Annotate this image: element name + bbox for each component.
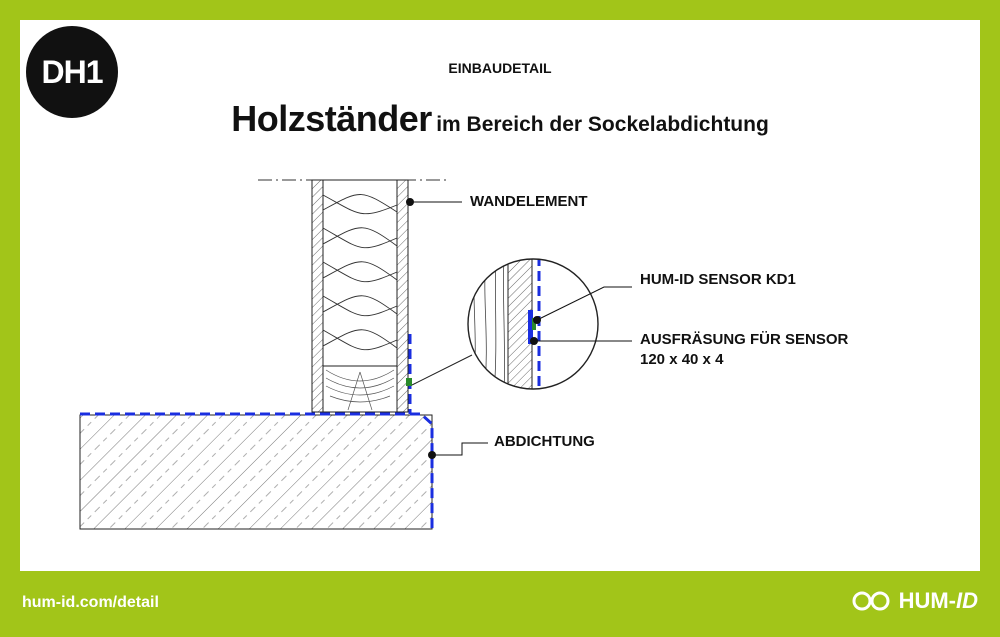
- title-sub: im Bereich der Sockelabdichtung: [436, 113, 769, 136]
- sensor-leader: [537, 287, 632, 320]
- detail-badge: DH1: [26, 26, 118, 118]
- milling-label: AUSFRÄSUNG FÜR SENSOR: [640, 331, 849, 348]
- seal-label: ABDICHTUNG: [494, 433, 595, 450]
- brand-prefix: HUM-: [898, 588, 956, 613]
- sensor-label: HUM-ID SENSOR KD1: [640, 271, 796, 288]
- title-main: Holzständer: [231, 98, 432, 139]
- detail-leader: [412, 355, 472, 385]
- brand-logo: [851, 588, 978, 614]
- seal-leader: [432, 443, 488, 455]
- wall-element-label: WANDELEMENT: [470, 193, 588, 210]
- detail-magnifier: [466, 256, 598, 396]
- wall-element: [312, 180, 408, 412]
- foundation-slab: [80, 415, 432, 529]
- eyebrow-label: EINBAUDETAIL: [448, 60, 552, 76]
- infinity-icon: [851, 590, 893, 612]
- brand-suffix: ID: [956, 588, 978, 613]
- footer-link[interactable]: hum-id.com/detail: [22, 594, 159, 611]
- milling-dimensions: 120 x 40 x 4: [640, 351, 724, 368]
